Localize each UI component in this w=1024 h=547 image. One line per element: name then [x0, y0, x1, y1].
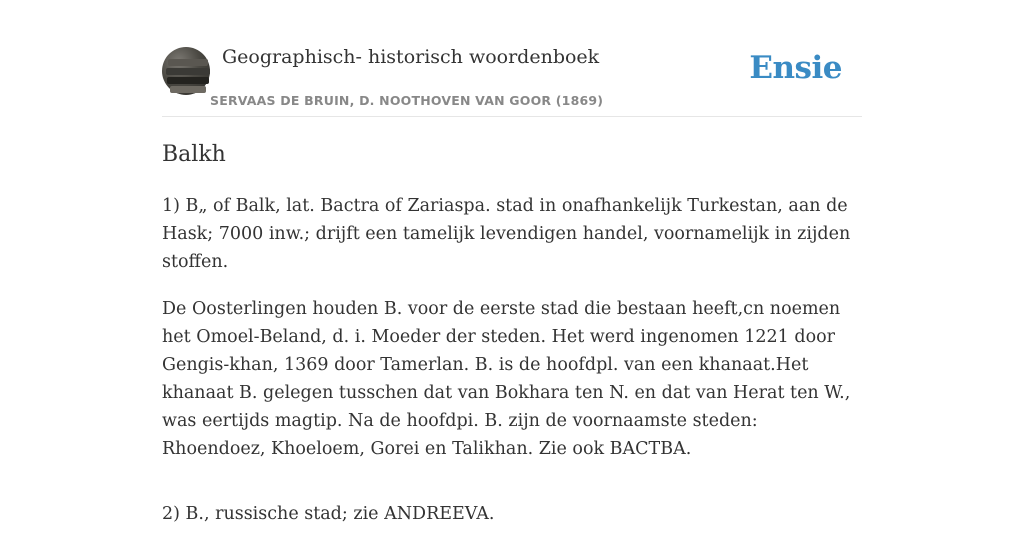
entry-title: Balkh	[162, 142, 226, 167]
entry-paragraph: De Oosterlingen houden B. voor de eerste stad die bestaan heeft,cn noemen het Omoel-Beland, d. i. Moeder der steden. Het werd ingenomen 1221 door Gengis-khan, 1369 door Tamerlan. B. is de hoofdpl. van een khanaat.Het khanaat B. gelegen tusschen dat van Bokhara ten N. en dat van Herat ten W., was eertijds magtip. Na de hoofdpi. B. zijn de voornaamste steden: Rhoendoez, Khoeloem, Gorei en Talikhan. Zie ook BACTBA.	[162, 299, 851, 459]
entry-paragraph: 1) B„ of Balk, lat. Bactra of Zariaspa. stad in onafhankelijk Turkestan, aan de Hask; 7000 inw.; drijft een tamelijk levendigen handel, voornamelijk in zijden stoffen.	[162, 196, 851, 272]
ensie-logo-link[interactable]: Ensie	[749, 50, 842, 86]
book-header	[162, 40, 862, 117]
entry-content	[162, 140, 862, 547]
book-cover-avatar[interactable]	[162, 47, 210, 95]
entry-paragraph: 2) B., russische stad; zie ANDREEVA.	[162, 504, 495, 524]
book-title[interactable]: Geographisch- historisch woordenboek	[222, 46, 600, 68]
book-author: SERVAAS DE BRUIN, D. NOOTHOVEN VAN GOOR (1869)	[210, 93, 604, 108]
